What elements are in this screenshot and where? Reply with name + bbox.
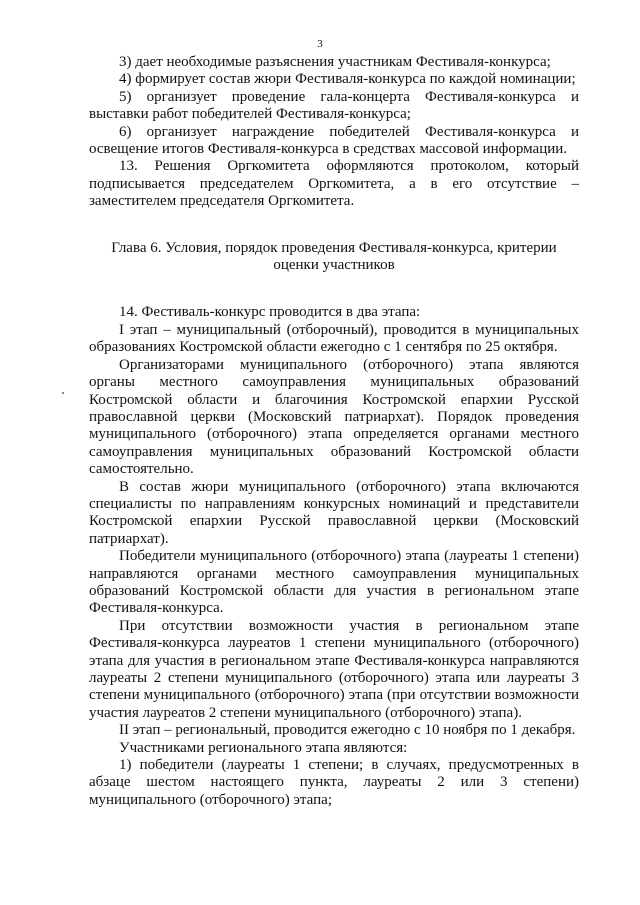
list-item-4: 4) формирует состав жюри Фестиваля-конкурса по каждой номинации; bbox=[119, 71, 576, 88]
paragraph-13: 13. Решения Оргкомитета оформляются протоколом, который подписывается председателем Оргкомитета, а в его отсутствие – заместителем председателя Оргкомитета. bbox=[89, 158, 579, 210]
participants-paragraph: Участниками регионального этапа являются: bbox=[119, 739, 408, 756]
absence-paragraph: При отсутствии возможности участия в региональном этапе Фестиваля-конкурса лауреатов 1 степени муниципального (отборочного) этапа для участия в региональном этапе Фестиваля-конкурса направляются лауреаты 2 степени муниципального (отборочного) этапа или лауреаты 3 степени муниципального (отборочного) этапа (при отсутствии возможности участия лауреатов 2 степени муниципального (отборочного) этапа). bbox=[89, 617, 579, 721]
winners-paragraph: Победители муниципального (отборочного) этапа (лауреаты 1 степени) направляются органами местного самоуправления муниципальных образований Костромской области для участия в региональном этапе Фестиваля-конкурса. bbox=[89, 548, 579, 617]
stage-1-paragraph: I этап – муниципальный (отборочный), проводится в муниципальных образованиях Костромской области ежегодно с 1 сентября по 25 октября. bbox=[89, 321, 579, 356]
scan-mark bbox=[62, 392, 64, 394]
chapter-heading: Глава 6. Условия, порядок проведения Фестиваля-конкурса, критерии оценки участников bbox=[111, 239, 557, 274]
paragraph-14: 14. Фестиваль-конкурс проводится в два этапа: bbox=[119, 304, 421, 321]
stage-2-paragraph: II этап – региональный, проводится ежегодно с 10 ноября по 1 декабря. bbox=[119, 722, 576, 739]
page-number: 3 bbox=[317, 38, 323, 50]
participants-item-1: 1) победители (лауреаты 1 степени; в случаях, предусмотренных в абзаце шестом настоящего пункта, лауреаты 2 или 3 степени) муниципального (отборочного) этапа; bbox=[89, 757, 579, 808]
jury-paragraph: В состав жюри муниципального (отборочного) этапа включаются специалисты по направлениям конкурсных номинаций и представители Костромской епархии Русской православной церкви (Московский патриархат). bbox=[89, 478, 579, 547]
document-body bbox=[89, 54, 579, 809]
list-item-3: 3) дает необходимые разъяснения участникам Фестиваля-конкурса; bbox=[119, 54, 551, 70]
list-item-5: 5) организует проведение гала-концерта Фестиваля-конкурса и выставки работ победителей Фестиваля-конкурса; bbox=[89, 88, 579, 123]
organizers-paragraph: Организаторами муниципального (отборочного) этапа являются органы местного самоуправления муниципальных образований Костромской области и благочиния Костромской епархии Русской православной церкви (Московский патриархат). Порядок проведения муниципального (отборочного) этапа определяется органами местного самоуправления муниципальных образований Костромской области самостоятельно. bbox=[89, 356, 579, 478]
list-item-6: 6) организует награждение победителей Фестиваля-конкурса и освещение итогов Фестиваля-конкурса в средствах массовой информации. bbox=[89, 123, 579, 158]
